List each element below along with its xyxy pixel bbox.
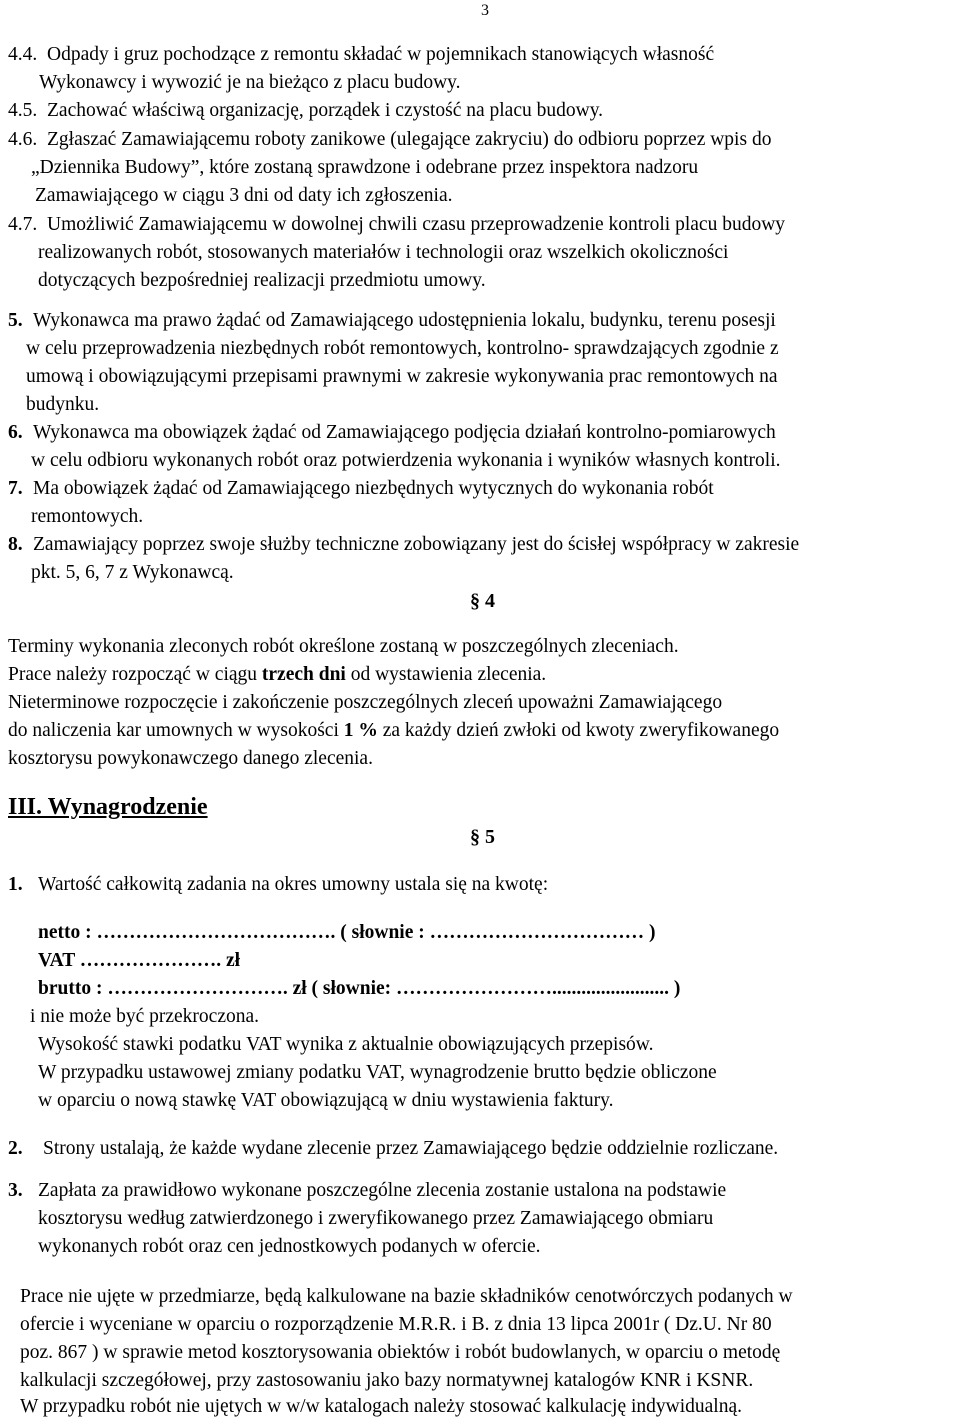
para4-line-4-bold: 1 %	[343, 720, 378, 741]
item-8-line-2: pkt. 5, 6, 7 z Wykonawcą.	[31, 562, 234, 583]
final-line-2: ofercie i wyceniane w oparciu o rozporządzenie M.R.R. i B. z dnia 13 lipca 2001r ( Dz.U. Nr 80	[20, 1314, 772, 1335]
p3-number: 3.	[8, 1180, 23, 1201]
amount-vat: VAT …………………. zł	[38, 950, 241, 971]
p1-note-2: Wysokość stawki podatku VAT wynika z aktualnie obowiązujących przepisów.	[38, 1034, 654, 1055]
amount-brutto: brutto : ………………………. zł ( słownie: ……………………........................ )	[38, 978, 681, 999]
p1-number: 1.	[8, 874, 23, 895]
item-4-7-line-2: realizowanych robót, stosowanych materiałów i technologii oraz wszelkich okoliczności	[38, 242, 729, 263]
item-5-line-1: Wykonawca ma prawo żądać od Zamawiającego udostępnienia lokalu, budynku, terenu posesji	[33, 310, 776, 331]
p2-text: Strony ustalają, że każde wydane zlecenie przez Zamawiającego będzie oddzielnie rozliczane.	[43, 1138, 779, 1159]
item-4-7-line-3: dotyczących bezpośredniej realizacji przedmiotu umowy.	[38, 270, 486, 291]
para4-line-4	[8, 720, 779, 742]
item-7-number: 7.	[8, 478, 23, 499]
para4-line-5: kosztorysu powykonawczego danego zlecenia.	[8, 748, 373, 769]
item-4-7-number: 4.7.	[8, 214, 38, 235]
p1-text: Wartość całkowitą zadania na okres umowny ustala się na kwotę:	[38, 874, 549, 895]
item-4-5-number: 4.5.	[8, 100, 38, 121]
item-4-7-line-1: Umożliwić Zamawiającemu w dowolnej chwili czasu przeprowadzenie kontroli placu budowy	[47, 214, 786, 235]
item-4-6-line-3: Zamawiającego w ciągu 3 dni od daty ich zgłoszenia.	[35, 185, 453, 206]
item-5-line-3: umową i obowiązującymi przepisami prawnymi w zakresie wykonywania prac remontowych na	[26, 366, 778, 387]
item-4-4-line-1: Odpady i gruz pochodzące z remontu składać w pojemnikach stanowiących własność	[47, 44, 715, 65]
para4-line-4-pre: do naliczenia kar umownych w wysokości	[8, 720, 344, 741]
p3-line-3: wykonanych robót oraz cen jednostkowych podanych w ofercie.	[38, 1236, 541, 1257]
item-7-line-2: remontowych.	[31, 506, 144, 527]
item-5-line-2: w celu przeprowadzenia niezbędnych robót remontowych, kontrolno- sprawdzających zgodnie z	[26, 338, 779, 359]
para4-line-3: Nieterminowe rozpoczęcie i zakończenie poszczególnych zleceń upoważni Zamawiającego	[8, 692, 723, 713]
item-5-number: 5.	[8, 310, 23, 331]
item-4-5-line-1: Zachować właściwą organizację, porządek i czystość na placu budowy.	[47, 100, 604, 121]
para4-line-2-bold: trzech dni	[261, 664, 346, 685]
item-4-4-line-2: Wykonawcy i wywozić je na bieżąco z placu budowy.	[39, 72, 461, 93]
item-5-line-4: budynku.	[26, 394, 100, 415]
item-4-6-line-2: „Dziennika Budowy”, które zostaną sprawdzone i odebrane przez inspektora nadzoru	[31, 157, 699, 178]
final-line-4: kalkulacji szczegółowej, przy zastosowaniu jako bazy normatywnej katalogów KNR i KSNR.	[20, 1370, 754, 1391]
item-4-4-number: 4.4.	[8, 44, 38, 65]
page-number: 3	[481, 2, 489, 19]
para4-line-2	[8, 664, 546, 686]
para4-line-1: Terminy wykonania zleconych robót określone zostaną w poszczególnych zleceniach.	[8, 636, 679, 657]
para4-line-2-post: od wystawienia zlecenia.	[345, 664, 547, 685]
item-6-line-1: Wykonawca ma obowiązek żądać od Zamawiającego podjęcia działań kontrolno-pomiarowych	[33, 422, 776, 443]
p1-note-4: w oparciu o nową stawkę VAT obowiązującą w dniu wystawienia faktury.	[38, 1090, 614, 1111]
final-line-5: W przypadku robót nie ujętych w w/w katalogach należy stosować kalkulację indywidualną.	[20, 1396, 742, 1417]
item-8-line-1: Zamawiający poprzez swoje służby techniczne zobowiązany jest do ścisłej współpracy w zakresie	[33, 534, 800, 555]
p1-note-1: i nie może być przekroczona.	[30, 1006, 260, 1027]
p3-line-1: Zapłata za prawidłowo wykonane poszczególne zlecenia zostanie ustalona na podstawie	[38, 1180, 727, 1201]
amount-netto: netto : ………………………………. ( słownie : …………………………… )	[38, 922, 656, 943]
para4-line-4-post: za każdy dzień zwłoki od kwoty zweryfikowanego	[377, 720, 780, 741]
p1-note-3: W przypadku ustawowej zmiany podatku VAT, wynagrodzenie brutto będzie obliczone	[38, 1062, 717, 1083]
item-4-6-number: 4.6.	[8, 129, 38, 150]
paragraph-4-heading: § 4	[470, 590, 495, 612]
final-line-3: poz. 867 ) w sprawie metod kosztorysowania obiektów i robót budowlanych, w oparciu o metodę	[20, 1342, 781, 1363]
item-4-6-line-1: Zgłaszać Zamawiającemu roboty zanikowe (ulegające zakryciu) do odbioru poprzez wpis do	[47, 129, 772, 150]
item-8-number: 8.	[8, 534, 23, 555]
item-7-line-1: Ma obowiązek żądać od Zamawiającego niezbędnych wytycznych do wykonania robót	[33, 478, 714, 499]
item-6-line-2: w celu odbioru wykonanych robót oraz potwierdzenia wykonania i wyników własnych kontroli.	[31, 450, 781, 471]
item-6-number: 6.	[8, 422, 23, 443]
section-title: III. Wynagrodzenie	[8, 794, 208, 820]
para4-line-2-pre: Prace należy rozpocząć w ciągu	[8, 664, 262, 685]
p2-number: 2.	[8, 1138, 23, 1159]
final-line-1: Prace nie ujęte w przedmiarze, będą kalkulowane na bazie składników cenotwórczych podanych w	[20, 1286, 793, 1307]
paragraph-5-heading: § 5	[470, 826, 495, 848]
p3-line-2: kosztorysu według zatwierdzonego i zweryfikowanego przez Zamawiającego obmiaru	[38, 1208, 714, 1229]
